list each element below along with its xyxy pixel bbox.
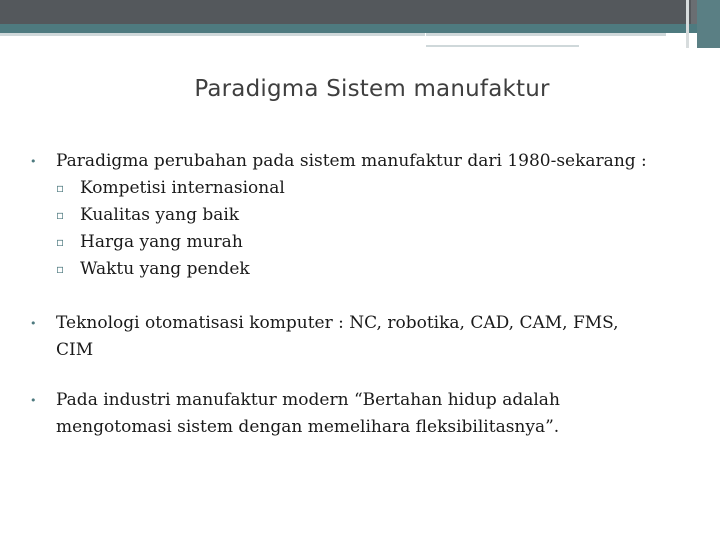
sub-bullet-marker: ▫ [56, 262, 65, 276]
bullet-1 [30, 148, 696, 283]
bullet-2-line-1: Teknologi otomatisasi komputer : NC, robotika, CAD, CAM, FMS, [56, 313, 619, 333]
bullet-1-text: Paradigma perubahan pada sistem manufaktur dari 1980-sekarang : [56, 151, 647, 171]
sub-list [56, 175, 720, 283]
header-bar-gray [0, 0, 720, 24]
header-right-block [697, 0, 720, 48]
header-bar-teal [0, 24, 720, 33]
sub-item-1 [56, 175, 720, 202]
header-bar-light-right [426, 33, 666, 36]
header-accent-line [426, 45, 579, 47]
sub-item-2-text: Kualitas yang baik [80, 205, 240, 225]
sub-bullet-marker: ▫ [56, 208, 65, 222]
sub-item-3 [56, 229, 720, 256]
sub-bullet-marker: ▫ [56, 181, 65, 195]
sub-item-1-text: Kompetisi internasional [80, 178, 285, 198]
bullet-2-line-2: CIM [56, 340, 94, 360]
slide-title: Paradigma Sistem manufaktur [194, 76, 550, 102]
sub-bullet-marker: ▫ [56, 235, 65, 249]
bullet-marker: • [30, 155, 37, 168]
bullet-3-line-2: mengotomasi sistem dengan memelihara fleksibilitasnya”. [56, 417, 560, 437]
header-bar-light-left [0, 33, 425, 36]
sub-item-4 [56, 256, 720, 283]
bullet-3-line-1: Pada industri manufaktur modern “Bertahan hidup adalah [56, 390, 560, 410]
sub-item-2 [56, 202, 720, 229]
bullet-3 [30, 387, 696, 441]
sub-item-4-text: Waktu yang pendek [80, 259, 250, 279]
header-right-stripe [686, 0, 689, 48]
bullet-marker: • [30, 317, 37, 330]
bullet-marker: • [30, 394, 37, 407]
sub-item-3-text: Harga yang murah [80, 232, 243, 252]
bullet-2 [30, 310, 696, 364]
